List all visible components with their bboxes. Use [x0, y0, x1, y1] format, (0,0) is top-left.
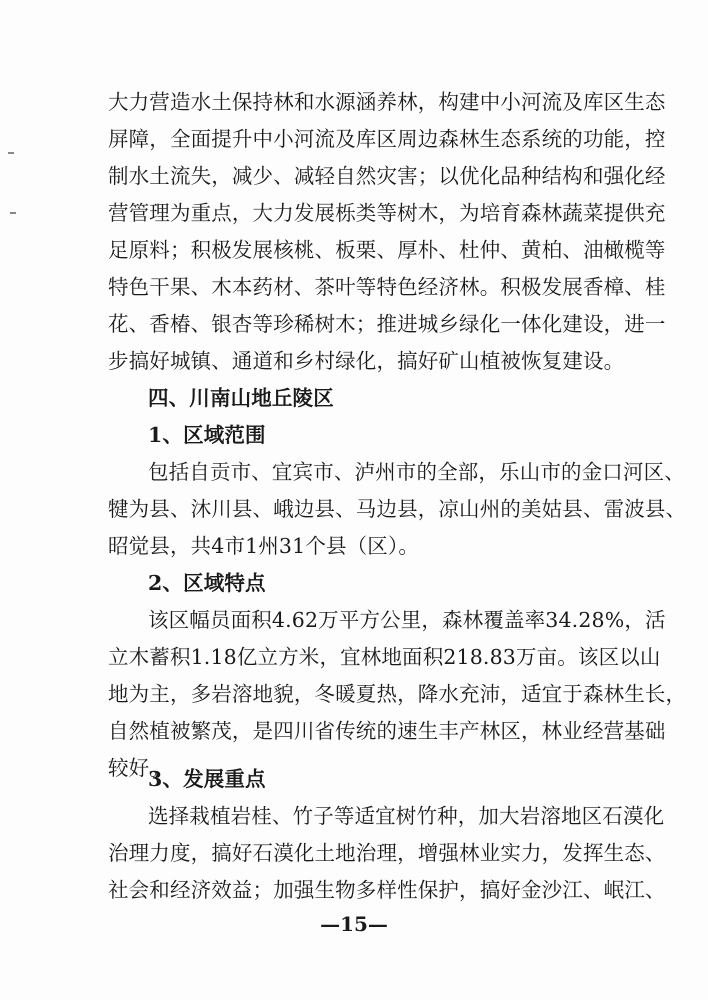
- section-heading: 四、川南山地丘陵区: [148, 386, 334, 410]
- body-line: 营管理为重点，大力发展栎类等树木，为培育森林蔬菜提供充: [108, 201, 666, 225]
- page-number: —15—: [320, 912, 388, 936]
- body-line: 选择栽植岩桂、竹子等适宜树竹种，加大岩溶地区石漠化: [148, 804, 665, 828]
- body-line: 屏障，全面提升中小河流及库区周边森林生态系统的功能，控: [108, 127, 666, 151]
- scan-mark: [10, 212, 16, 214]
- body-line: 社会和经济效益；加强生物多样性保护，搞好金沙江、岷江、: [108, 878, 666, 902]
- body-line: 地为主，多岩溶地貌，冬暖夏热，降水充沛，适宜于森林生长，: [108, 682, 687, 706]
- body-line: 制水土流失，减少、减轻自然灾害；以优化品种结构和强化经: [108, 164, 666, 188]
- subsection-heading: 1、区域范围: [148, 423, 266, 447]
- body-line: 较好。: [108, 756, 170, 780]
- body-line: 花、香椿、银杏等珍稀树木；推进城乡绿化一体化建设，进一: [108, 312, 666, 336]
- body-line: 该区幅员面积4.62万平方公里，森林覆盖率34.28%，活: [148, 608, 666, 632]
- body-line: 足原料；积极发展核桃、板栗、厚朴、杜仲、黄柏、油橄榄等: [108, 238, 666, 262]
- subsection-heading: 3、发展重点: [148, 767, 266, 791]
- body-line: 特色干果、木本药材、茶叶等特色经济林。积极发展香樟、桂: [108, 275, 666, 299]
- body-line: 立木蓄积1.18亿立方米，宜林地面积218.83万亩。该区以山: [108, 645, 661, 669]
- subsection-heading: 2、区域特点: [148, 571, 266, 595]
- body-line: 大力营造水土保持林和水源涵养林，构建中小河流及库区生态: [108, 90, 666, 114]
- scan-mark: [8, 152, 14, 154]
- body-line: 治理力度，搞好石漠化土地治理，增强林业实力，发挥生态、: [108, 841, 666, 865]
- body-line: 犍为县、沐川县、峨边县、马边县，凉山州的美姑县、雷波县、: [108, 497, 687, 521]
- body-line: 自然植被繁茂，是四川省传统的速生丰产林区，林业经营基础: [108, 719, 666, 743]
- body-line: 昭觉县，共4市1州31个县（区）。: [108, 534, 419, 558]
- body-line: 步搞好城镇、通道和乡村绿化，搞好矿山植被恢复建设。: [108, 349, 625, 373]
- body-line: 包括自贡市、宜宾市、泸州市的全部，乐山市的金口河区、: [148, 460, 685, 484]
